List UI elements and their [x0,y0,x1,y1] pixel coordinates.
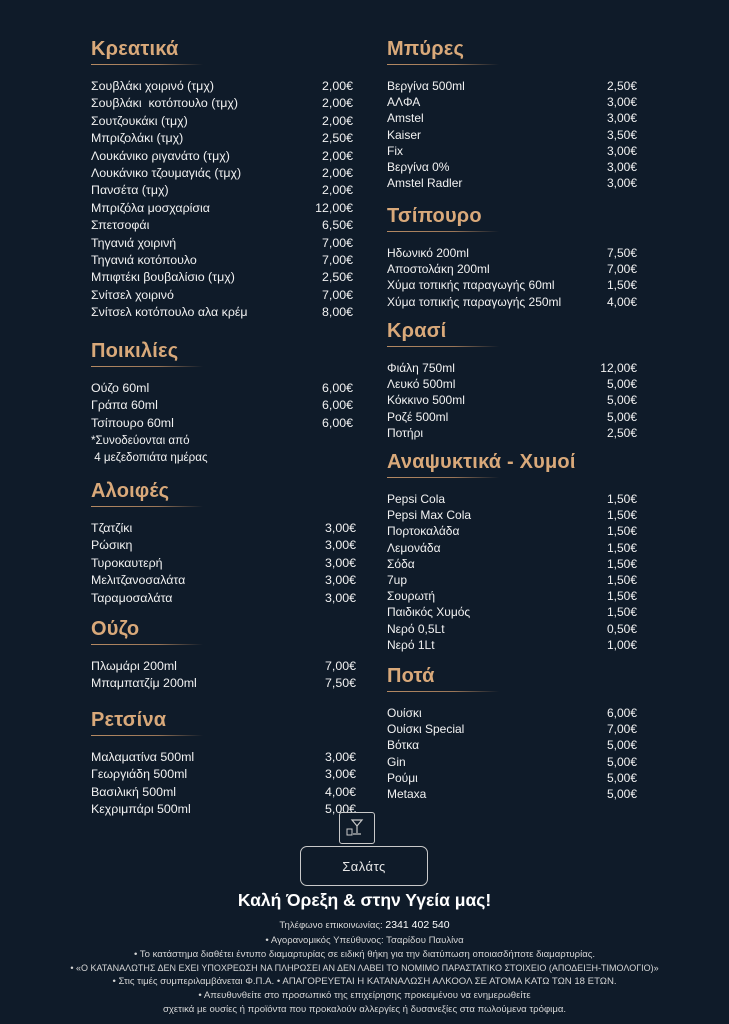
item-list [91,658,356,693]
note: 4 μεζεδοπιάτα ημέρας [91,451,208,465]
menu-item [387,360,637,376]
item-price: 5,00€ [606,377,637,392]
menu-item [387,621,637,637]
item-price: 3,00€ [324,521,356,535]
item-name: Σπετσοφάι [91,218,150,233]
legal-line: • «Ο ΚΑΤΑΝΑΛΩΤΗΣ ΔΕΝ ΕΧΕΙ ΥΠΟΧΡΕΩΣΗ ΝΑ ΠΛΗΡΩΣΕΙ ΑΝ ΔΕΝ ΛΑΒΕΙ ΤΟ ΝΟΜΙΜΟ ΠΑΡΑΣΤΑΤΙΚΟ ΣΤΟΙΧΕΙΟ (ΑΠΟΔΕΙΞΗ-ΤΙΜΟΛΟΓΙΟ)» [70,963,659,973]
item-price: 5,00€ [324,802,356,817]
menu-item [387,604,637,620]
item-list [387,705,637,802]
section-retsina [91,708,356,819]
section-divider [387,346,499,347]
item-price: 7,00€ [606,722,637,737]
menu-item [91,590,356,607]
section-tsipouro [387,204,637,310]
menu-item [387,491,637,507]
legal-line: • Απευθυνθείτε στο προσωπικό της επιχείρησης προκειμένου να ενημερωθείτε [198,990,531,1001]
item-price: 3,50€ [606,127,637,142]
item-price: 2,50€ [321,270,353,285]
section-title: Αναψυκτικά - Χυμοί [387,451,576,473]
section-divider [91,64,203,65]
item-list [387,491,637,653]
item-name: Ροζέ 500ml [387,409,449,424]
item-price: 7,50€ [606,246,637,260]
item-price: 6,00€ [606,706,637,720]
section-mpyres [387,37,637,191]
item-name: Ποτήρι [387,425,424,440]
item-name: Τηγανιά κοτόπουλο [91,253,197,268]
menu-item [91,749,356,766]
item-name: Γεωργιάδη 500ml [91,767,188,782]
item-price: 0,50€ [606,621,637,636]
item-price: 2,50€ [321,131,353,146]
item-name: Χύμα τοπικής παραγωγής 250ml [387,294,562,309]
section-anapsyktika [387,450,637,653]
item-name: Λουκάνικο τζουμαγιάς (τμχ) [91,166,242,181]
menu-item [91,182,353,199]
item-name: Πορτοκαλάδα [387,524,460,539]
menu-item [91,148,353,165]
item-name: Παιδικός Χυμός [387,605,471,620]
section-title: Μπύρες [387,38,465,60]
item-price: 1,50€ [606,605,637,620]
item-name: Ρούμι [387,770,418,785]
item-name: Μπιφτέκι βουβαλίσιο (τμχ) [91,270,235,285]
item-name: Βότκα [387,738,420,753]
item-name: Μπαμπατζίμ 200ml [91,676,197,691]
menu-item [387,507,637,523]
menu-item [387,409,637,425]
menu-item [91,555,356,572]
item-list [91,520,356,607]
item-name: Kaiser [387,127,422,142]
menu-item [387,786,637,802]
menu-item [91,380,353,397]
section-divider [387,691,499,692]
section-ouzo [91,617,356,693]
item-name: Amstel [387,111,424,126]
menu-item [387,425,637,441]
menu-item [91,130,353,147]
item-name: Τσίπουρο 60ml [91,415,174,430]
item-list [387,78,637,191]
menu-item [91,269,353,286]
item-name: Γράπα 60ml [91,398,158,413]
item-price: 2,50€ [606,79,637,93]
item-price: 1,50€ [606,589,637,604]
item-price: 2,00€ [321,96,353,111]
menu-item [387,721,637,737]
legal-line: • Το κατάστημα διαθέτει έντυπο διαμαρτυρίας σε ειδική θήκη για την διατύπωση οποιασδήποτε διαμαρτυρίας. [133,949,596,960]
menu-item [387,294,637,310]
item-name: Σνίτσελ κοτόπουλο αλα κρέμ [91,305,248,320]
manager-line: • Αγορανομικός Υπεύθυνος: Τσαρίδου Παυλίνα [265,935,464,946]
menu-item [91,658,356,675]
menu-item [91,287,353,304]
item-name: Χύμα τοπικής παραγωγής 60ml [387,278,555,293]
menu-item [387,110,637,126]
menu-item [387,540,637,556]
item-price: 3,00€ [324,555,356,570]
item-name: Μπριζόλα μοσχαρίσια [91,200,210,215]
item-price: 3,00€ [606,160,637,175]
item-name: Μελιτζανοσαλάτα [91,573,186,588]
item-name: Λεμονάδα [387,540,441,555]
item-price: 3,00€ [324,538,356,553]
logo-text-box [300,846,428,886]
menu-item [91,165,353,182]
item-price: 5,00€ [606,787,637,802]
item-name: Ουίσκι [387,706,422,720]
item-name: Gin [387,754,406,769]
menu-item [91,200,353,217]
menu-item [91,784,356,801]
item-price: 6,50€ [321,218,353,233]
item-price: 7,00€ [324,659,356,673]
menu-item [387,143,637,159]
section-title: Τσίπουρο [387,205,482,227]
section-poikilies [91,339,353,466]
section-title: Κρασί [387,320,447,342]
section-divider [387,64,499,65]
item-price: 3,00€ [324,767,356,782]
menu-item [91,520,356,537]
item-name: Αποστολάκη 200ml [387,262,490,277]
item-name: Λευκό 500ml [387,377,456,392]
item-name: 7up [387,573,408,588]
menu-item [91,397,353,414]
item-price: 3,00€ [324,750,356,764]
menu-item [91,766,356,783]
item-name: Ηδωνικό 200ml [387,246,469,260]
section-divider [387,477,499,478]
item-name: Κόκκινο 500ml [387,393,465,408]
item-name: Κεχριμπάρι 500ml [91,802,191,817]
item-price: 12,00€ [315,200,353,215]
menu-item [387,737,637,753]
menu-item [387,588,637,604]
item-name: Σουρωτή [387,589,436,604]
item-name: Πανσέτα (τμχ) [91,183,169,198]
item-price: 7,00€ [321,287,353,302]
item-name: Σουβλάκι κοτόπουλο (τμχ) [91,96,238,111]
section-divider [91,735,203,736]
item-price: 5,00€ [606,409,637,424]
logo-text: Σαλάτς [342,858,386,874]
section-aloifes [91,479,356,607]
menu-item [387,572,637,588]
item-name: Ουίσκι Special [387,722,465,737]
menu-item [387,159,637,175]
item-name: Ταραμοσαλάτα [91,590,173,605]
item-name: Ούζο 60ml [91,381,150,395]
drink-icon [339,812,375,844]
section-divider [387,231,499,232]
section-kreatika [91,37,353,322]
item-price: 6,00€ [321,381,353,395]
item-price: 3,00€ [606,176,637,191]
item-name: Νερό 0,5Lt [387,621,445,636]
item-price: 8,00€ [321,305,353,320]
item-price: 6,00€ [321,415,353,430]
item-price: 5,00€ [606,770,637,785]
item-price: 1,50€ [606,540,637,555]
menu-item [387,637,637,653]
item-price: 1,00€ [606,637,637,652]
legal-line: σχετικά με ουσίες ή προϊόντα που προκαλούν αλλεργίες ή δυσανεξίες στα πωλούμενα τρόφιμα. [162,1004,567,1015]
item-name: Νερό 1Lt [387,637,435,652]
menu-item [91,217,353,234]
item-name: Λουκάνικο ριγανάτο (τμχ) [91,148,230,163]
item-list [91,78,353,322]
item-name: Σνίτσελ χοιρινό [91,287,174,302]
menu-item [387,770,637,786]
item-name: Τηγανιά χοιρινή [91,235,177,250]
item-name: Μπριζολάκι (τμχ) [91,131,184,146]
menu-item [387,175,637,191]
item-name: Σουτζουκάκι (τμχ) [91,113,188,128]
item-name: Amstel Radler [387,176,463,191]
item-price: 1,50€ [606,573,637,588]
item-name: Βεργίνα 0% [387,160,450,175]
item-price: 7,00€ [321,235,353,250]
menu-item [91,304,353,321]
item-name: Μαλαματίνα 500ml [91,750,195,764]
item-price: 7,00€ [606,262,637,277]
item-price: 4,00€ [606,294,637,309]
item-name: ΑΛΦΑ [387,95,421,110]
item-name: Πλωμάρι 200ml [91,659,177,673]
section-title: Ούζο [91,618,140,640]
item-price: 1,50€ [606,524,637,539]
menu-item [387,754,637,770]
item-name: Metaxa [387,787,427,802]
menu-item [91,537,356,554]
item-price: 3,00€ [324,573,356,588]
menu-item [91,415,353,432]
menu-item [387,78,637,94]
item-price: 3,00€ [324,590,356,605]
item-price: 4,00€ [324,784,356,799]
item-price: 3,00€ [606,111,637,126]
menu-item [387,94,637,110]
item-name: Pepsi Cola [387,492,446,506]
menu-item [387,261,637,277]
section-krasi [387,319,637,441]
item-price: 3,00€ [606,95,637,110]
item-name: Βεργίνα 500ml [387,79,465,93]
menu-item [387,392,637,408]
menu-item [91,252,353,269]
item-list [387,245,637,310]
section-divider [91,366,203,367]
menu-item [91,235,353,252]
item-name: Σουβλάκι χοιρινό (τμχ) [91,79,214,93]
item-list [91,749,356,819]
item-price: 1,50€ [606,508,637,523]
item-price: 6,00€ [321,398,353,413]
item-name: Ρώσικη [91,538,133,553]
menu-item [91,675,356,692]
item-list [91,380,353,432]
item-price: 5,00€ [606,754,637,769]
slogan: Καλή Όρεξη & στην Υγεία μας! [237,890,492,910]
menu-item [387,523,637,539]
menu-item [387,245,637,261]
item-price: 1,50€ [606,278,637,293]
item-name: Pepsi Max Cola [387,508,472,523]
item-price: 7,00€ [321,253,353,268]
section-title: Ποικιλίες [91,340,179,362]
logo [300,812,428,886]
section-divider [91,506,203,507]
item-name: Τζατζίκι [91,521,133,535]
item-price: 2,00€ [321,113,353,128]
menu-item [387,376,637,392]
menu-item [91,78,353,95]
menu-item [91,113,353,130]
item-price: 2,00€ [321,166,353,181]
section-title: Ποτά [387,665,435,687]
note: *Συνοδεύονται από [91,434,190,448]
item-price: 7,50€ [324,676,356,691]
item-name: Φιάλη 750ml [387,361,455,375]
item-price: 5,00€ [606,393,637,408]
section-pota [387,664,637,802]
section-title: Κρεατικά [91,38,179,60]
item-price: 2,00€ [321,148,353,163]
item-name: Τυροκαυτερή [91,555,163,570]
phone-number: 2341 402 540 [385,919,450,931]
menu-item [91,95,353,112]
item-price: 2,00€ [321,79,353,93]
item-price: 1,50€ [606,492,637,506]
menu-item [387,556,637,572]
item-name: Βασιλική 500ml [91,784,177,799]
section-title: Ρετσίνα [91,709,167,731]
item-price: 2,50€ [606,425,637,440]
item-price: 1,50€ [606,556,637,571]
item-name: Fix [387,143,403,158]
section-title: Αλοιφές [91,480,170,502]
menu-item [387,705,637,721]
phone-label: Τηλέφωνο επικοινωνίας: [279,920,383,931]
phone-line [0,919,729,932]
section-divider [91,644,203,645]
item-price: 3,00€ [606,143,637,158]
menu-item [387,127,637,143]
menu-item [91,572,356,589]
legal-line: • Στις τιμές συμπεριλαμβάνεται Φ.Π.Α. • ΑΠΑΓΟΡΕΥΕΤΑΙ Η ΚΑΤΑΝΑΛΩΣΗ ΑΛΚΟΟΛ ΣΕ ΑΤΟΜΑ ΚΑΤΩ ΤΩΝ 18 ΕΤΩΝ. [112,976,617,987]
item-price: 12,00€ [600,361,637,375]
item-price: 5,00€ [606,738,637,753]
item-name: Σόδα [387,556,415,571]
menu-item [387,277,637,293]
item-list [387,360,637,441]
item-price: 2,00€ [321,183,353,198]
